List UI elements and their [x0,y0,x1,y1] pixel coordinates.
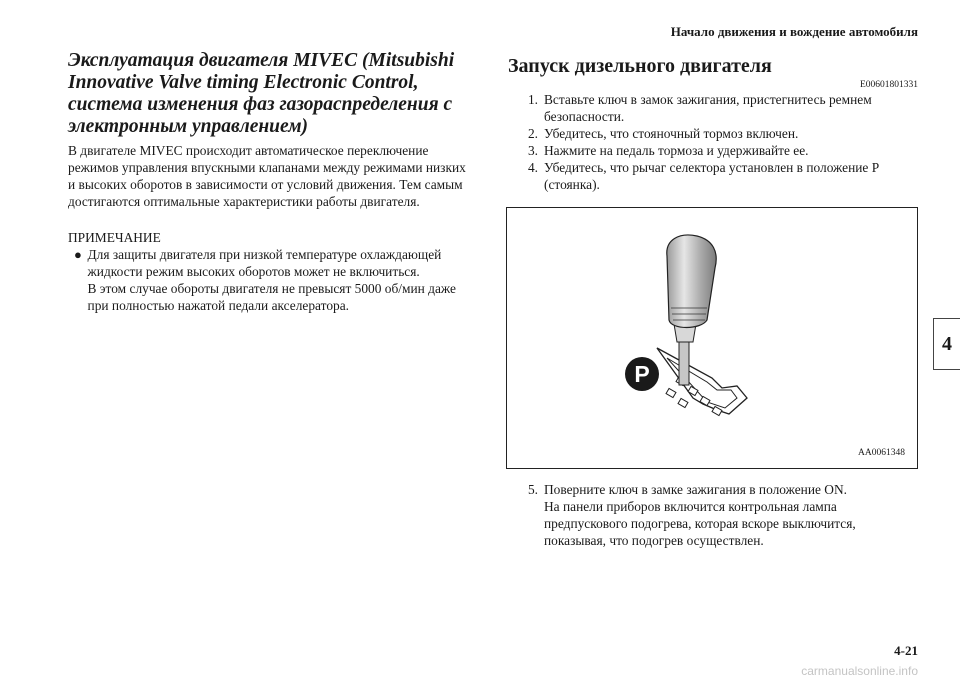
note-line: Для защиты двигателя при низкой температуре охлаждающей жидкости режим высоких оборотов может не включиться. [87,247,442,279]
step-text: Убедитесь, что рычаг селектора установлен в положение P (стоянка). [544,160,879,192]
step-line: Поверните ключ в замке зажигания в положение ON. [544,482,847,497]
figure-code: AA0061348 [858,448,905,458]
note-item [68,246,476,314]
gate-slot [666,388,676,397]
left-column [68,50,476,314]
chapter-tab: 4 [933,318,960,370]
right-column [508,54,918,549]
steps-list [508,91,918,193]
step-item [508,481,918,549]
step-number: 1. [527,92,538,107]
step-text [544,481,918,549]
gate-slot [678,398,688,407]
step-item [508,125,918,142]
mivec-paragraph: В двигателе MIVEC происходит автоматическое переключение режимов управления впускными клапанами между режимами низких и высоких оборотов в зависимости от условий движения. Тем самым достигаются оптимальные характеристики работы двигателя. [68,143,466,209]
step-number: 2. [527,126,538,141]
section-code: E00601801331 [859,80,918,90]
gate-outline [657,348,747,414]
note-text [88,246,476,314]
step-item [508,159,918,193]
note-heading: ПРИМЕЧАНИЕ [68,230,161,245]
p-position-label: P [634,361,650,387]
gear-selector-figure [506,207,918,469]
gear-lever-illustration [507,208,919,470]
step-line: На панели приборов включится контрольная лампа предпускового подогрева, которая вскоре выключится, показывая, что подогрев осуществлен. [544,499,856,548]
step-number: 4. [527,160,538,175]
page-header: Начало движения и вождение автомобиля [670,24,918,39]
step-item [508,142,918,159]
step-number: 3. [527,143,538,158]
page-number: 4-21 [894,643,918,658]
mivec-title: Эксплуатация двигателя MIVEC (Mitsubishi Innovative Valve timing Electronic Control, система изменения фаз газораспределения с электронным управлением) [68,50,455,137]
step-text: Убедитесь, что стояночный тормоз включен. [544,126,799,141]
steps-list-continued [508,481,918,549]
diesel-start-title: Запуск дизельного двигателя [508,55,772,77]
step-number: 5. [527,482,538,497]
step-text: Нажмите на педаль тормоза и удерживайте ее. [544,143,809,158]
bullet-icon: ● [74,247,82,262]
step-text: Вставьте ключ в замок зажигания, пристегнитесь ремнем безопасности. [544,92,872,124]
watermark: carmanualsonline.info [801,664,918,678]
note-line: В этом случае обороты двигателя не превысят 5000 об/мин даже при полностью нажатой педали акселератора. [87,281,456,313]
step-item [508,91,918,125]
